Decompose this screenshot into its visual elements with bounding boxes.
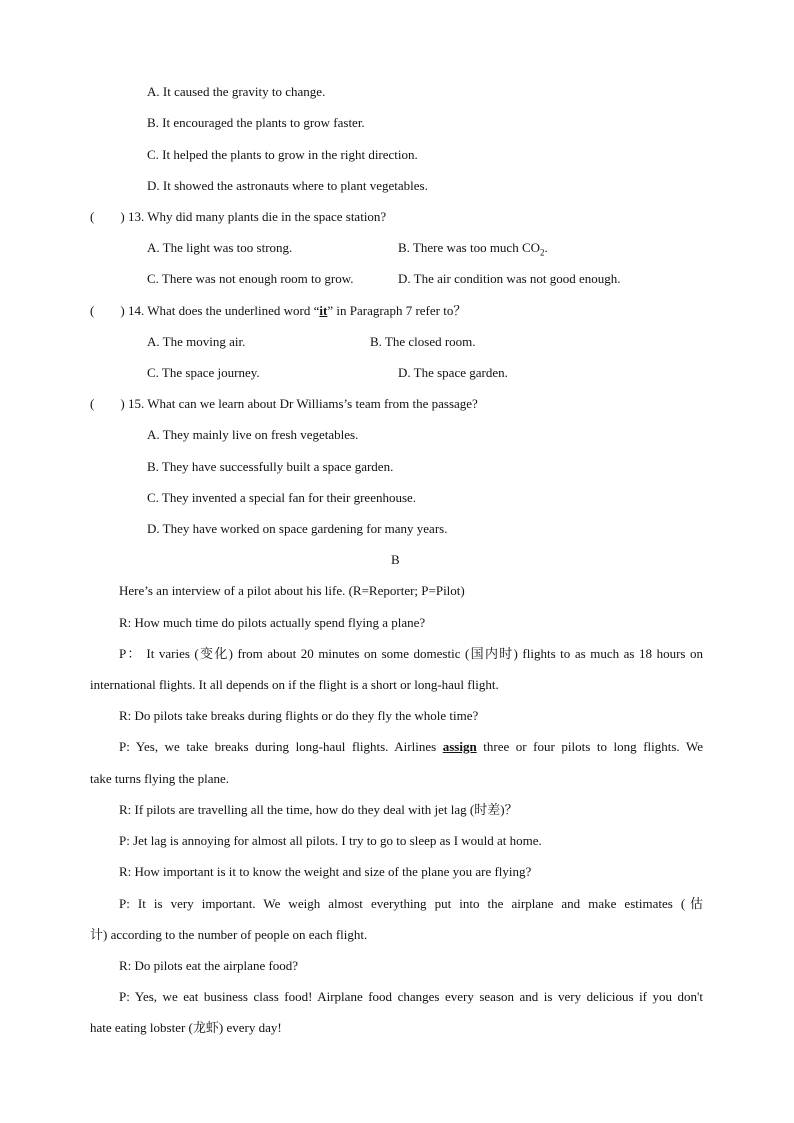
q14-stem-line (90, 303, 466, 319)
pilot-answer-2-text-end: three or four pilots to long flights. We (476, 739, 703, 754)
reporter-question-1: R: How much time do pilots actually spend flying a plane? (119, 615, 426, 630)
reporter-question-3: R: If pilots are travelling all the time, how do they deal with jet lag (时差)？ (119, 802, 518, 817)
pilot-answer-4-line-2: 计) according to the number of people on each flight. (90, 927, 368, 942)
q15-stem-line (90, 396, 478, 412)
q15-option-c: C. They invented a special fan for their greenhouse. (147, 490, 417, 505)
q14-option-c: C. The space journey. (147, 365, 260, 380)
q13-option-c: C. There was not enough room to grow. (147, 271, 354, 286)
answer-paren-close: ) (120, 209, 125, 224)
pilot-answer-1-line-2: international flights. It all depends on if the flight is a short or long-haul flight. (90, 677, 499, 692)
pilot-answer-3: P: Jet lag is annoying for almost all pilots. I try to go to sleep as I would at home. (119, 833, 542, 848)
q13-option-b (398, 240, 548, 261)
answer-paren-close: ) (120, 396, 125, 411)
pilot-answer-4-line-1: P: It is very important. We weigh almost everything put into the airplane and make estimates (估 (119, 896, 703, 911)
reporter-question-2: R: Do pilots take breaks during flights or do they fly the whole time? (119, 708, 479, 723)
q14-stem-end: ” in Paragraph 7 refer to？ (327, 303, 467, 318)
q13-option-d: D. The air condition was not good enough. (398, 271, 621, 286)
q13-option-a: A. The light was too strong. (147, 240, 293, 255)
q13-option-b-text: B. There was too much CO (398, 240, 541, 255)
q13-option-b-end: . (544, 240, 548, 255)
q15-option-a: A. They mainly live on fresh vegetables. (147, 427, 359, 442)
q15-option-b: B. They have successfully built a space garden. (147, 459, 394, 474)
pilot-answer-2-line-1 (119, 739, 703, 755)
pilot-answer-2-text: P: Yes, we take breaks during long-haul flights. Airlines (119, 739, 443, 754)
q12-option-b: B. It encouraged the plants to grow faster. (147, 115, 365, 130)
reporter-question-4: R: How important is it to know the weight and size of the plane you are flying? (119, 864, 532, 879)
q14-stem-text: 14. What does the underlined word “ (127, 303, 320, 318)
q15-stem: 15. What can we learn about Dr Williams’s team from the passage? (127, 396, 478, 411)
q14-option-d: D. The space garden. (398, 365, 508, 380)
q14-underlined-word: it (319, 303, 328, 318)
q13-stem-line (90, 209, 386, 225)
answer-paren-open: ( (90, 396, 95, 411)
q14-option-b: B. The closed room. (370, 334, 476, 349)
answer-paren-open: ( (90, 303, 95, 318)
q12-option-d: D. It showed the astronauts where to plant vegetables. (147, 178, 428, 193)
q14-stem (128, 303, 466, 318)
pilot-answer-5-line-2: hate eating lobster (龙虾) every day! (90, 1020, 282, 1035)
q13-stem: 13. Why did many plants die in the space station? (127, 209, 387, 224)
q12-option-a: A. It caused the gravity to change. (147, 84, 326, 99)
section-heading: B (391, 552, 400, 567)
q15-option-d: D. They have worked on space gardening for many years. (147, 521, 448, 536)
interview-intro: Here’s an interview of a pilot about his life. (R=Reporter; P=Pilot) (119, 583, 465, 598)
answer-paren-close: ) (120, 303, 125, 318)
q12-option-c: C. It helped the plants to grow in the right direction. (147, 147, 418, 162)
pilot-answer-1-line-1: P： It varies (变化) from about 20 minutes on some domestic (国内时) flights to as much as 18 hours on (119, 646, 703, 661)
pilot-answer-2-line-2: take turns flying the plane. (90, 771, 229, 786)
keyword-assign: assign (442, 739, 477, 754)
q14-option-a: A. The moving air. (147, 334, 246, 349)
answer-paren-open: ( (90, 209, 95, 224)
q13-option-b-subscript: 2 (540, 247, 545, 258)
reporter-question-5: R: Do pilots eat the airplane food? (119, 958, 299, 973)
pilot-answer-5-line-1: P: Yes, we eat business class food! Airplane food changes every season and is very delicious if you don't (119, 989, 703, 1004)
